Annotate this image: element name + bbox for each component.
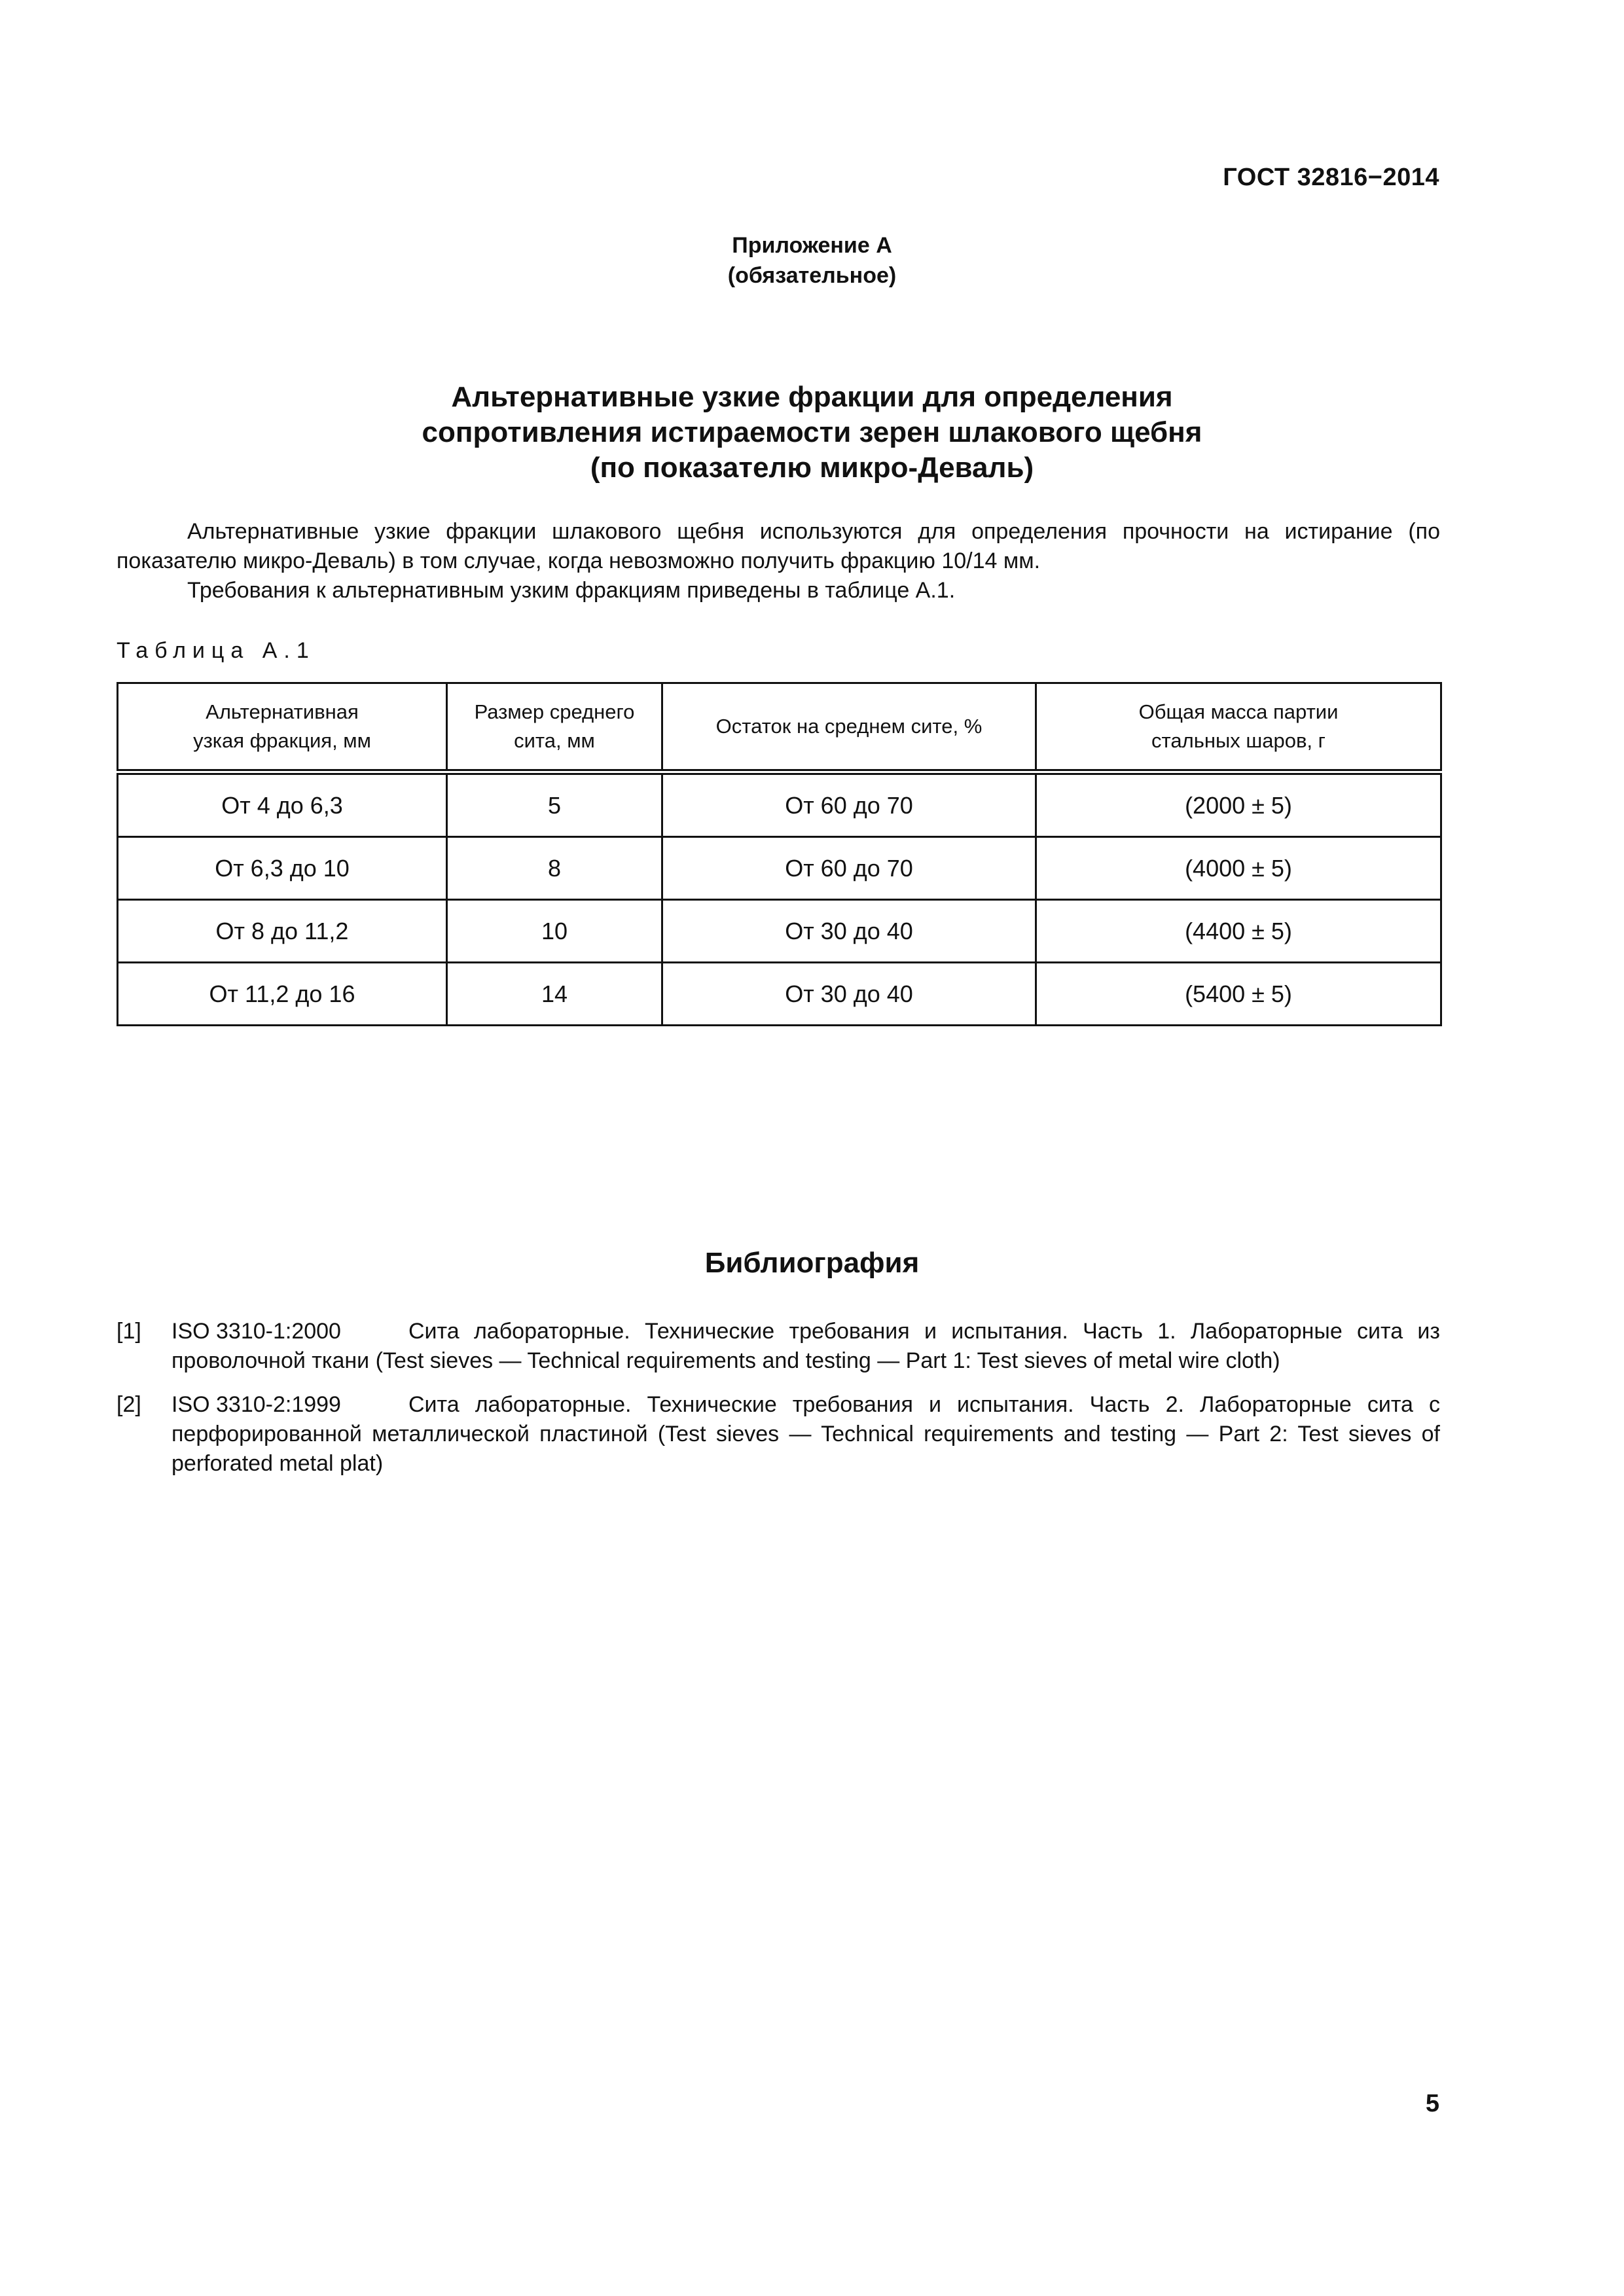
cell-fraction: От 11,2 до 16 xyxy=(118,963,447,1026)
cell-residue: От 60 до 70 xyxy=(662,837,1036,900)
cell-residue: От 60 до 70 xyxy=(662,772,1036,837)
header-residue: Остаток на среднем сите, % xyxy=(662,683,1036,772)
bibliography-entry xyxy=(117,1317,1440,1376)
cell-mass: (5400 ± 5) xyxy=(1036,963,1441,1026)
cell-mass: (4400 ± 5) xyxy=(1036,900,1441,963)
table-header-row xyxy=(118,683,1441,772)
intro-paragraph-1: Альтернативные узкие фракции шлакового щебня используются для определения прочности на истирание (по показателю микро-Деваль) в том случае, когда невозможно получить фракцию 10/14 мм. xyxy=(117,519,1440,573)
table-caption: Таблица А.1 xyxy=(117,638,316,663)
appendix-header xyxy=(0,230,1624,291)
header-fraction-line-1: Альтернативная xyxy=(206,700,359,723)
title-line-3: (по показателю микро-Деваль) xyxy=(590,452,1034,484)
cell-residue: От 30 до 40 xyxy=(662,963,1036,1026)
header-fraction xyxy=(118,683,447,772)
table-row xyxy=(118,837,1441,900)
cell-sieve: 10 xyxy=(447,900,662,963)
appendix-status: (обязательное) xyxy=(727,263,897,288)
bibliography-entry-code: ISO 3310-2:1999 xyxy=(171,1392,341,1417)
bibliography-entry-text: Сита лабораторные. Технические требования и испытания. Часть 1. Лабораторные сита из проволочной ткани (Test sieves — Technical requirements and testing — Part 1: Test sieves of metal wire cloth) xyxy=(171,1319,1440,1373)
bibliography-list xyxy=(117,1317,1440,1493)
bibliography-entry xyxy=(117,1390,1440,1479)
header-sieve-line-1: Размер среднего xyxy=(474,700,635,723)
intro-text xyxy=(117,517,1440,605)
bibliography-heading: Библиография xyxy=(704,1247,920,1279)
header-mass-line-2: стальных шаров, г xyxy=(1151,729,1326,752)
header-mass-line-1: Общая масса партии xyxy=(1138,700,1339,723)
bibliography-entry-number: [1] xyxy=(117,1319,141,1344)
document-code: ГОСТ 32816−2014 xyxy=(1223,164,1439,191)
header-fraction-line-2: узкая фракция, мм xyxy=(193,729,371,752)
bibliography-entry-text: Сита лабораторные. Технические требования и испытания. Часть 2. Лабораторные сита с перфорированной металлической пластиной (Test sieves — Technical requirements and testing — Part 2: Test sieves of perforated metal plat) xyxy=(171,1392,1440,1476)
title-line-2: сопротивления истираемости зерен шлакового щебня xyxy=(422,416,1202,448)
fractions-table-container xyxy=(117,682,1440,1026)
cell-fraction: От 6,3 до 10 xyxy=(118,837,447,900)
table-row xyxy=(118,900,1441,963)
appendix-title xyxy=(0,380,1624,486)
cell-sieve: 5 xyxy=(447,772,662,837)
bibliography-entry-code: ISO 3310-1:2000 xyxy=(171,1319,341,1344)
cell-sieve: 8 xyxy=(447,837,662,900)
cell-mass: (2000 ± 5) xyxy=(1036,772,1441,837)
table-row xyxy=(118,963,1441,1026)
intro-paragraph-2: Требования к альтернативным узким фракциям приведены в таблице А.1. xyxy=(187,578,956,603)
header-sieve-line-2: сита, мм xyxy=(514,729,595,752)
table-row xyxy=(118,772,1441,837)
appendix-label: Приложение А xyxy=(732,233,892,258)
cell-fraction: От 8 до 11,2 xyxy=(118,900,447,963)
title-line-1: Альтернативные узкие фракции для определения xyxy=(451,381,1173,413)
cell-mass: (4000 ± 5) xyxy=(1036,837,1441,900)
cell-sieve: 14 xyxy=(447,963,662,1026)
header-ball-mass xyxy=(1036,683,1441,772)
bibliography-entry-number: [2] xyxy=(117,1392,141,1417)
header-sieve-size xyxy=(447,683,662,772)
cell-residue: От 30 до 40 xyxy=(662,900,1036,963)
page-number: 5 xyxy=(1425,2090,1439,2117)
fractions-table xyxy=(117,682,1442,1026)
cell-fraction: От 4 до 6,3 xyxy=(118,772,447,837)
